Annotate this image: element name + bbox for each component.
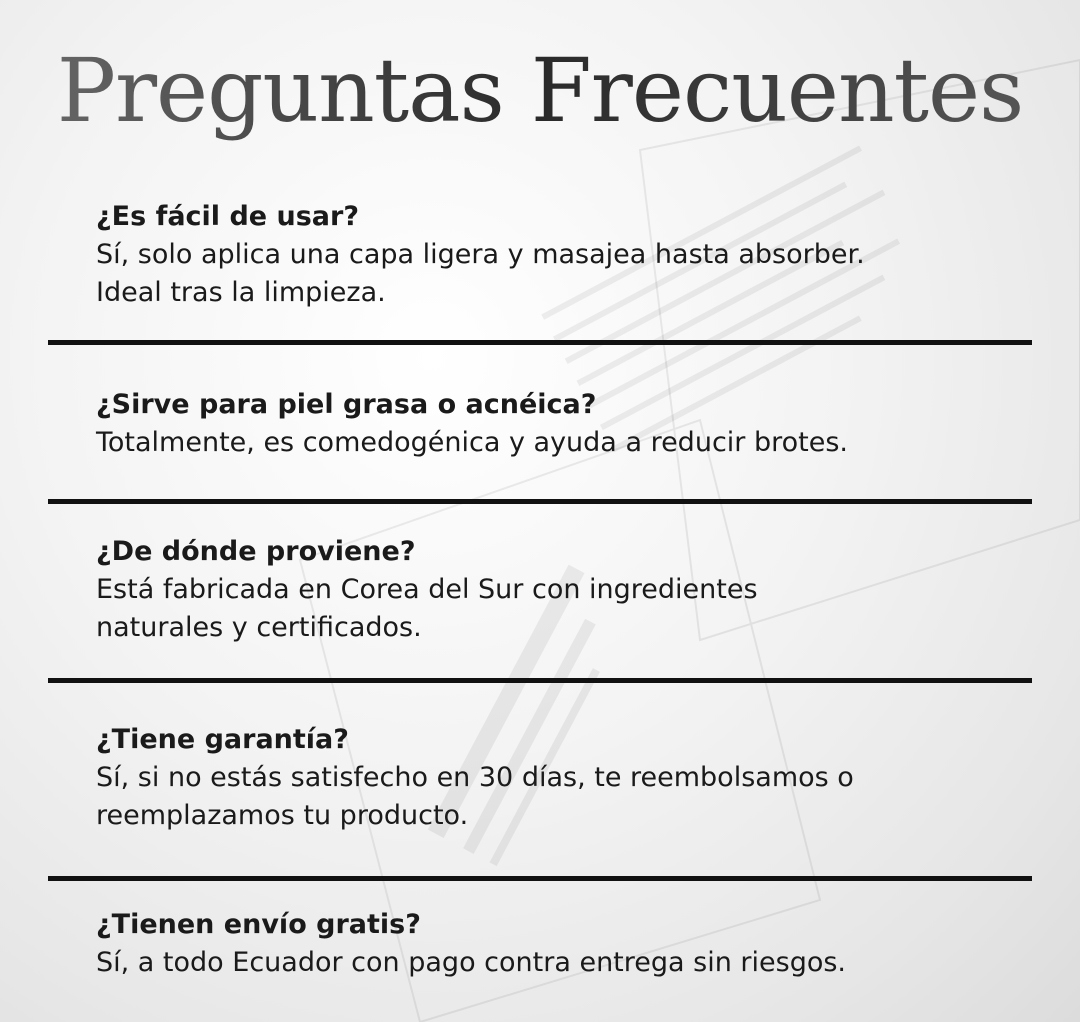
faq-question: ¿Tienen envío gratis? (96, 909, 421, 940)
faq-item (96, 721, 996, 835)
faq-item (96, 906, 996, 982)
faq-answer-line: reemplazamos tu producto. (96, 800, 469, 831)
faq-answer-line: Sí, si no estás satisfecho en 30 días, te reembolsamos o (96, 762, 854, 793)
faq-item (96, 198, 996, 312)
faq-item (96, 533, 996, 647)
page-title: Preguntas Frecuentes (0, 36, 1080, 146)
faq-answer-line: Está fabricada en Corea del Sur con ingredientes (96, 574, 758, 605)
faq-question: ¿Tiene garantía? (96, 724, 349, 755)
faq-answer-line: Ideal tras la limpieza. (96, 277, 386, 308)
divider (48, 678, 1032, 683)
faq-answer-line: Sí, solo aplica una capa ligera y masajea hasta absorber. (96, 239, 865, 270)
divider (48, 499, 1032, 504)
faq-answer-line: Totalmente, es comedogénica y ayuda a reducir brotes. (96, 427, 848, 458)
faq-question: ¿Sirve para piel grasa o acnéica? (96, 389, 597, 420)
divider (48, 876, 1032, 881)
faq-question: ¿Es fácil de usar? (96, 201, 359, 232)
faq-question: ¿De dónde proviene? (96, 536, 416, 567)
faq-answer-line: naturales y certificados. (96, 612, 422, 643)
faq-item (96, 386, 996, 462)
divider (48, 340, 1032, 345)
faq-answer-line: Sí, a todo Ecuador con pago contra entrega sin riesgos. (96, 947, 847, 978)
